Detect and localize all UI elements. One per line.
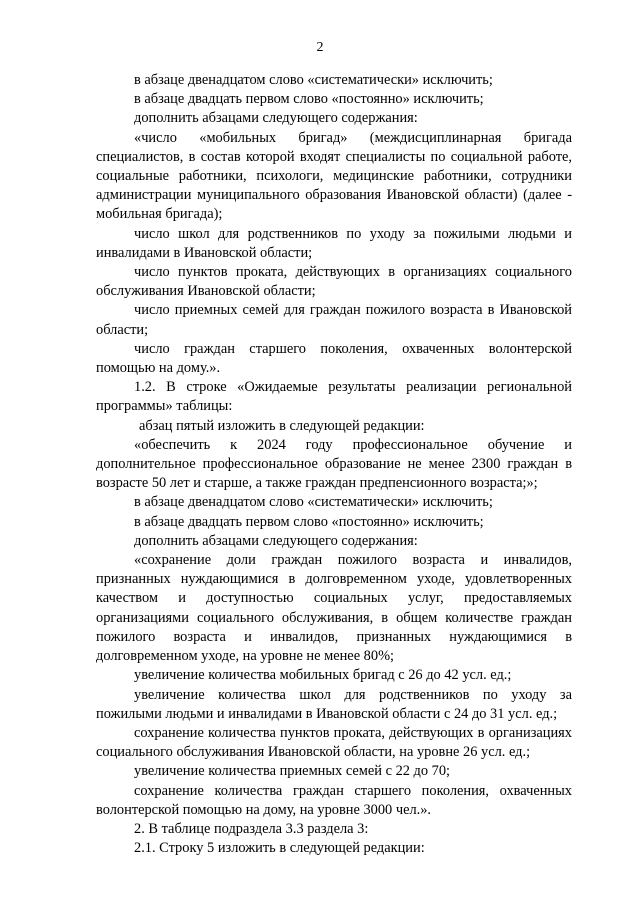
paragraph: 1.2. В строке «Ожидаемые результаты реализации региональной программы» таблицы:: [96, 379, 572, 415]
paragraph: «сохранение доли граждан пожилого возраста и инвалидов, признанных нуждающимися в долговременном уходе, удовлетворенных качеством и доступностью социальных услуг, предоставляемых организациями социального обслуживания, в общем количестве граждан пожилого возраста и инвалидов, признанных нуждающимися в долговременном уходе, на уровне не менее 80%;: [96, 552, 572, 665]
paragraph: 2. В таблице подраздела 3.3 раздела 3:: [134, 820, 369, 837]
paragraph: сохранение количества пунктов проката, действующих в организациях социального обслуживания Ивановской области, на уровне 26 усл. ед.;: [96, 724, 572, 761]
paragraph: «обеспечить к 2024 году профессиональное обучение и дополнительное профессиональное образование не менее 2300 граждан в возрасте 50 лет и старше, а также граждан предпенсионного возраста;»;: [96, 436, 572, 492]
paragraph: дополнить абзацами следующего содержания:: [134, 532, 418, 549]
paragraph: число приемных семей для граждан пожилого возраста в Ивановской области;: [96, 302, 572, 338]
paragraph: в абзаце двадцать первом слово «постоянно» исключить;: [134, 91, 484, 108]
paragraph: увеличение количества мобильных бригад с 26 до 42 усл. ед.;: [134, 667, 512, 684]
paragraph: дополнить абзацами следующего содержания:: [134, 110, 418, 127]
paragraph: сохранение количества граждан старшего поколения, охваченных волонтерской помощью на дому, на уровне 3000 чел.».: [96, 782, 572, 818]
paragraph: число школ для родственников по уходу за пожилыми людьми и инвалидами в Ивановской области;: [96, 225, 572, 261]
paragraph: 2.1. Строку 5 изложить в следующей редакции:: [134, 840, 425, 857]
page-number: 2: [316, 40, 324, 55]
paragraph: в абзаце двадцать первом слово «постоянно» исключить;: [134, 513, 484, 530]
paragraph: число пунктов проката, действующих в организациях социального обслуживания Ивановской области;: [96, 264, 572, 300]
paragraph: в абзаце двенадцатом слово «систематически» исключить;: [134, 72, 493, 88]
document-body: [96, 71, 572, 858]
paragraph: абзац пятый изложить в следующей редакции:: [139, 417, 425, 434]
paragraph: увеличение количества приемных семей с 22 до 70;: [134, 763, 451, 780]
paragraph: «число «мобильных бригад» (междисциплинарная бригада специалистов, в состав которой входят специалисты по социальной работе, социальные работники, психологи, медицинские работники, сотрудники администрации муниципального образования Ивановской области) (далее - мобильная бригада);: [96, 129, 572, 223]
paragraph: в абзаце двенадцатом слово «систематически» исключить;: [134, 494, 493, 511]
paragraph: увеличение количества школ для родственников по уходу за пожилыми людьми и инвалидами в Ивановской области с 24 до 31 усл. ед.;: [96, 686, 572, 722]
paragraph: число граждан старшего поколения, охваченных волонтерской помощью на дому.».: [96, 340, 572, 377]
